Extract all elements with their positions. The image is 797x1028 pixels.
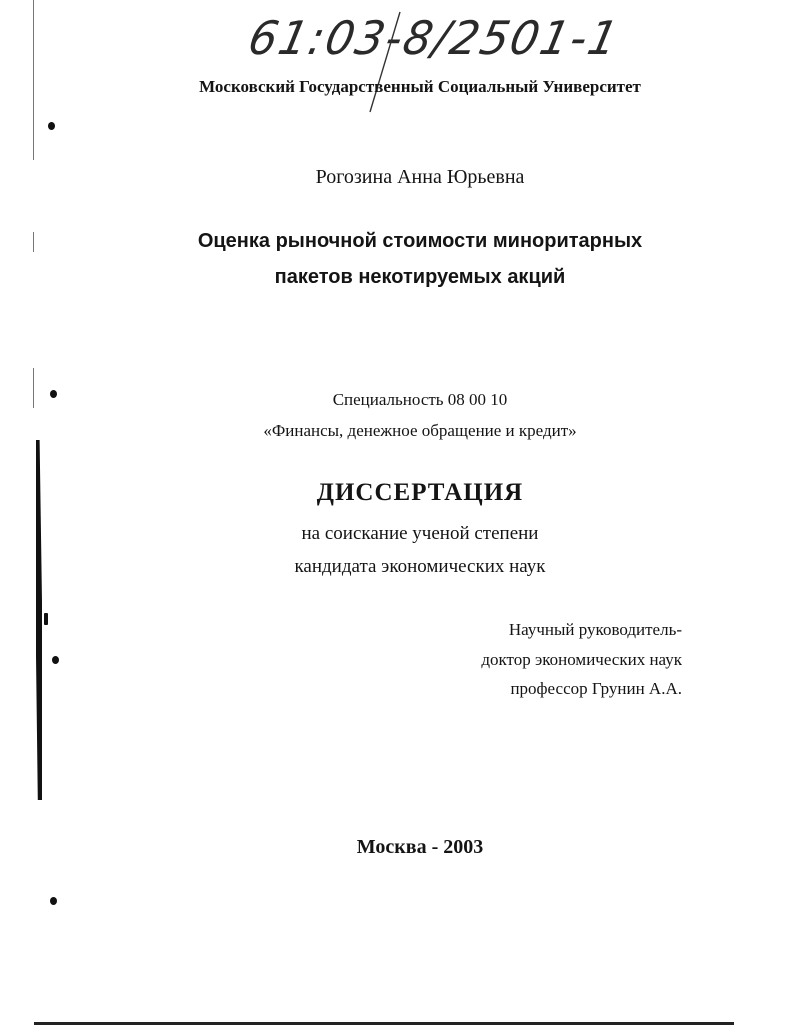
- supervisor-name: профессор Грунин А.А.: [510, 679, 682, 698]
- archive-code-handwritten: 61:03-8/2501-1: [243, 12, 625, 66]
- thesis-title-line-1: Оценка рыночной стоимости миноритарных: [197, 230, 643, 252]
- work-type-heading: ДИССЕРТАЦИЯ: [316, 479, 524, 506]
- bottom-edge-line: [34, 1022, 734, 1025]
- specialty-name: «Финансы, денежное обращение и кредит»: [263, 421, 577, 440]
- degree-line-1: на соискание ученой степени: [301, 523, 539, 544]
- university-name: Московский Государственный Социальный Университет: [199, 77, 641, 96]
- scan-hole-mark: [44, 613, 48, 625]
- author-name: Рогозина Анна Юрьевна: [315, 166, 525, 188]
- scan-hole-mark: [52, 656, 59, 664]
- scan-hole-mark: [50, 897, 57, 905]
- handwriting-strokes: [330, 8, 470, 118]
- supervisor-role: Научный руководитель-: [508, 620, 682, 639]
- supervisor-degree: доктор экономических наук: [481, 650, 682, 669]
- city-year: Москва - 2003: [356, 836, 484, 858]
- scan-hole-mark: [48, 122, 55, 130]
- degree-line-2: кандидата экономических наук: [294, 556, 546, 577]
- thesis-title-line-2: пакетов некотируемых акций: [274, 266, 566, 288]
- specialty-code: Специальность 08 00 10: [332, 390, 508, 409]
